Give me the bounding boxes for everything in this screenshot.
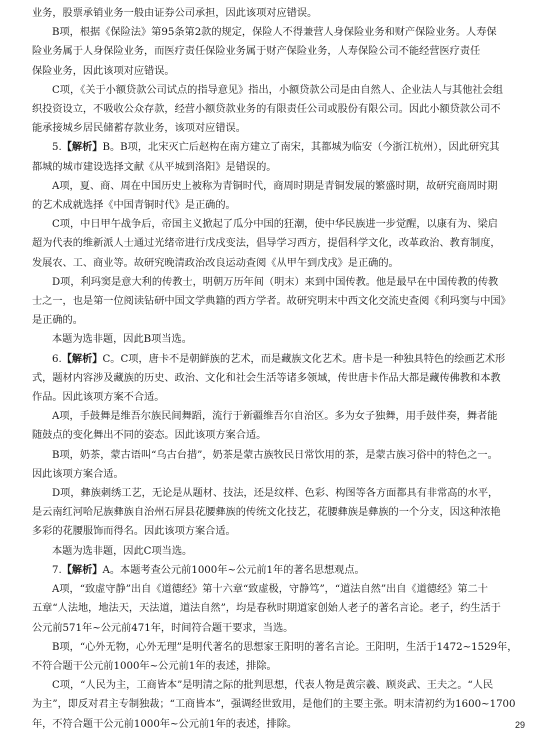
question-number: 6.: [52, 353, 62, 365]
text-line: 士之一，也是第一位阅读钻研中国文学典籍的西方学者。故研究明末中西文化交流史查阅《利玛窦与中国》: [32, 296, 511, 308]
text-line: 多彩的花腰服饰而得名。因此该项方案合适。: [32, 526, 236, 538]
text-line: 保险业务，因此该项对应错误。: [32, 65, 175, 77]
analysis-label: 【解析】: [61, 564, 103, 576]
text-line: C项，《关于小额贷款公司试点的指导意见》指出，小额贷款公司是由自然人、企业法人与其他社会组: [52, 84, 503, 96]
text-line: 式，题材内容涉及藏族的历史、政治、文化和社会生活等诸多领域，传世唐卡作品大都是藏传佛教和本教: [32, 372, 501, 384]
text-line: B项，根据《保险法》第95条第2款的规定，保险人不得兼营人身保险业务和财产保险业务。人寿保: [52, 27, 497, 39]
text-line: 是正确的。: [32, 315, 83, 327]
text-line: A项，手鼓舞是维吾尔族民间舞蹈，流行于新疆维吾尔自治区。多为女子独舞，用手鼓伴奏，舞者能: [52, 411, 498, 423]
question-number: 5.: [52, 142, 62, 154]
text-line: 作品。因此该项方案不合适。: [32, 392, 165, 404]
text-line: C项，中日甲午战争后，帝国主义掀起了瓜分中国的狂潮，使中华民族进一步觉醒，以康有为、梁启: [52, 219, 498, 231]
text-line: 的艺术成就选择《中国青铜时代》是正确的。: [32, 200, 236, 212]
analysis-label: 【解析】: [61, 353, 103, 365]
analysis-text: B。B项，北宋灭亡后赵构在南方建立了南宋，其都城为临安（今浙江杭州），因此研究其: [102, 142, 500, 154]
text-line: A项，夏、商、周在中国历史上被称为青铜时代，商周时期是青铜发展的繁盛时期，故研究商周时期: [52, 180, 498, 192]
analysis-label: 【解析】: [61, 142, 103, 154]
text-line: 险业务属于人身保险业务，而医疗责任保险业务属于财产保险业务，人寿保险公司不能经营医疗责任: [32, 46, 481, 58]
text-line: [32, 561, 519, 580]
text-line: 业务，股票承销业务一般由证券公司承担，因此该项对应错误。: [32, 8, 318, 19]
text-line: A项，“致虚守静”出自《道德经》第十六章“致虚极，守静笃”，“道法自然”出自《道德经》第二十: [52, 584, 488, 596]
text-line: 随鼓点的变化舞出不同的姿态。因此该项方案合适。: [32, 430, 267, 442]
text-line: 织投资设立，不吸收公众存款，经营小额贷款业务的有限责任公司或股份有限公司。因此小额贷款公司不: [32, 104, 501, 116]
text-line: 本题为选非题，因此B项当选。: [52, 334, 192, 346]
text-line: 公元前571年~公元前471年，时间符合题干要求，当选。: [32, 622, 294, 634]
text-line: 能承接城乡居民储蓄存款业务，该项对应错误。: [32, 123, 246, 135]
text-line: C项，“人民为主，工商皆本”是明清之际的批判思想，代表人物是黄宗羲、顾炎武、王夫之。“人民: [52, 680, 494, 692]
text-line: D项，利玛窦是意大利的传教士，明朝万历年间（明末）来到中国传教。他是最早在中国传教的传教: [52, 276, 499, 288]
text-line: 是云南红河哈尼族彝族自治州石屏县花腰彝族的传统文化技艺，花腰彝族是彝族的一个分支，因这种浓艳: [32, 507, 501, 519]
text-line: 五章“人法地，地法天，天法道，道法自然”，均是春秋时期道家创始人老子的著名言论。老子，约生活于: [32, 603, 501, 615]
text-line: [32, 350, 519, 369]
analysis-text: A。本题考查公元前1000年~公元前1年的著名思想观点。: [102, 564, 365, 576]
page-number: 29: [514, 719, 525, 730]
question-number: 7.: [52, 564, 62, 576]
text-line: 超为代表的维新派人士通过光绪帝进行戊戌变法，倡导学习西方，提倡科学文化，改革政治、教育制度，: [32, 238, 501, 250]
analysis-text: C。C项，唐卡不是朝鲜族的艺术，而是藏族文化艺术。唐卡是一种独具特色的绘画艺术形: [102, 353, 506, 365]
answer-explanation-text: [32, 4, 519, 734]
text-line: 发展农、工、商业等。故研究晚清政治改良运动查阅《从甲午到戊戌》是正确的。: [32, 257, 399, 269]
text-line: 本题为选非题，因此C项当选。: [52, 545, 193, 557]
text-line: 都城的城市建设选择文献《从平城到洛阳》是错误的。: [32, 161, 277, 173]
text-line: 年，不符合题干公元前1000年~公元前1年的表述，排除。: [32, 718, 298, 730]
text-line: [32, 138, 519, 157]
text-line: B项，“心外无物，心外无理”是明代著名的思想家王阳明的著名言论。王阳明，生活于1472~1529年，: [52, 641, 518, 653]
text-line: B项，奶茶，蒙古语叫“乌古台措”，奶茶是蒙古族牧民日常饮用的茶，是蒙古族习俗中的特色之一。: [52, 449, 498, 461]
text-line: 为主”，即反对君主专制独裁；“工商皆本”，强调经世致用，是他们的主要主张。明末清初约为1600~1700: [32, 699, 516, 711]
text-line: 因此该项方案合适。: [32, 468, 124, 480]
text-line: D项，彝族刺绣工艺，无论是从题材、技法，还是纹样、色彩、构图等各方面都具有非常高的水平，: [52, 488, 499, 500]
text-line: 不符合题干公元前1000年~公元前1年的表述，排除。: [32, 660, 277, 672]
